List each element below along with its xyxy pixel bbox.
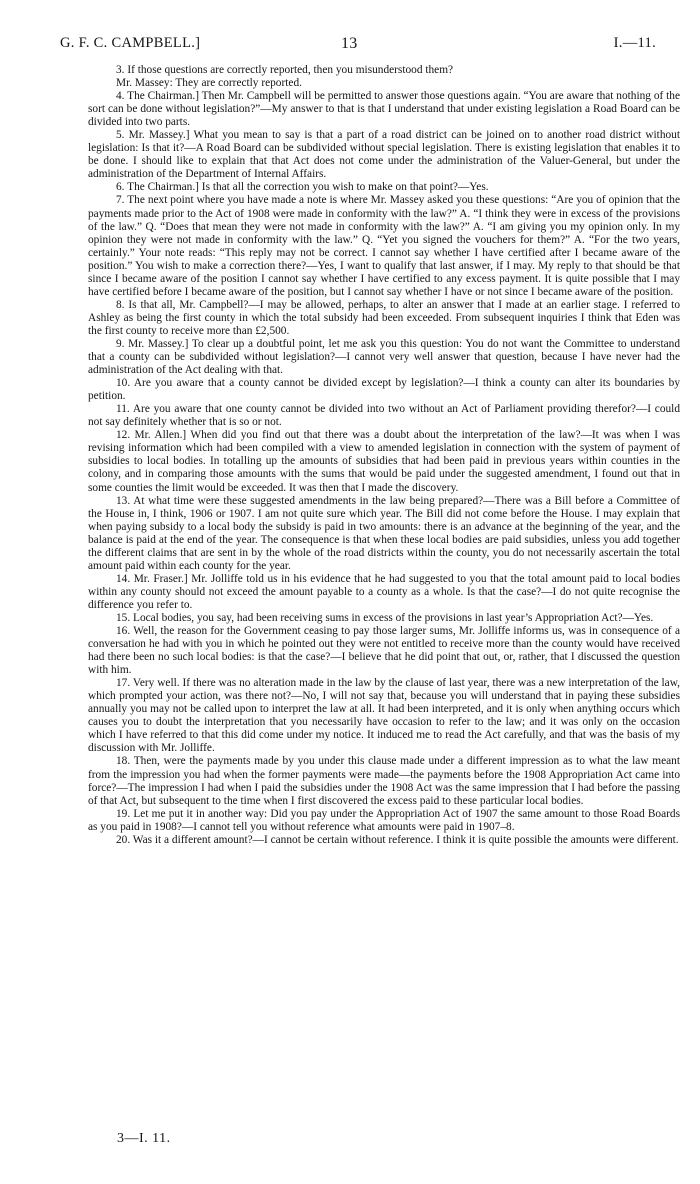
paragraph-q6: 6. The Chairman.] Is that all the correction you wish to make on that point?—Yes.: [116, 181, 489, 194]
paragraph-q20: 20. Was it a different amount?—I cannot be certain without reference. I think it is quite possible the amounts were different.: [116, 833, 679, 846]
paragraph-q18: 18. Then, were the payments made by you under this clause made under a different impression as to what the law meant from the impression you had when the former payments were made—the payments before the 1908 Appropriation Act came into force?—The impression I had when I paid the subsidies under the 1908 Act was the same impression that I had before the passing of that Act, but subsequent to the time when I first discovered the excess paid to these particular local bodies.: [88, 755, 680, 807]
paragraph-q19: 19. Let me put it in another way: Did you pay under the Appropriation Act of 1907 the same amount to those Road Boards as you paid in 1908?—I cannot tell you without reference what amounts were paid in 1907–8.: [88, 807, 680, 833]
paragraph-q3: 3. If those questions are correctly reported, then you misunderstood them?: [116, 64, 454, 76]
paragraph-q7: 7. The next point where you have made a note is where Mr. Massey asked you these questions: “Are you of opinion that the payments made prior to the Act of 1908 were made in conformity with the law?” A. “I think they were in excess of the provisions of the law.” Q. “Does that mean they were not made in conformity with the law?” A. “I am giving you my opinion only. In my opinion they were not made in conformity with the law.” Q. “Yet you signed the vouchers for them?” A. “For the two years, certainly.” Your note reads: “This reply may not be correct. I cannot say whether I have certified after I became aware of the position.” You wish to make a correction there?—Yes, I want to qualify that last answer, if I may. My reply to that should be that since I became aware of the position I cannot say whether I have certified to any excess payment. It is quite possible that I may have certified before I became aware of the position, but I cannot say whether I have or not since I became aware of the position.: [88, 194, 680, 298]
paragraph-q8: 8. Is that all, Mr. Campbell?—I may be allowed, perhaps, to alter an answer that I made at an earlier stage. I referred to Ashley as being the first county in which the total subsidy had been exceeded. From subsequent inquiries I think that Eden was the first county to receive more than £2,500.: [88, 298, 680, 337]
paragraph-q12: 12. Mr. Allen.] When did you find out that there was a doubt about the interpretation of the law?—It was when I was revising information which had been compiled with a view to amended legislation in connection with the system of payment of subsidies to local bodies. In totalling up the amounts of subsidies that had been paid in previous years within counties in the colony, and in comparing those amounts with the sums that would be paid under the suggested amendment, I found out that in some counties the limit would be exceeded. It was then that I made the discovery.: [88, 429, 680, 494]
paragraph-q4: 4. The Chairman.] Then Mr. Campbell will be permitted to answer those questions again. “You are aware that nothing of the sort can be done without legislation?”—My answer to that is that I understand that under existing legislation a Road Board can be divided into two parts.: [88, 90, 680, 129]
paragraph-q16: 16. Well, the reason for the Government ceasing to pay those larger sums, Mr. Jolliffe informs us, was in consequence of a conversation he had with you in which he pointed out they were not entitled to receive more than the county would have received had there been no such local bodies: is that the case?—I believe that he did point that out, or, rather, that I discussed the question with him.: [88, 625, 680, 677]
header-paper-reference: I.—11.: [613, 35, 656, 51]
paragraph-q13: 13. At what time were these suggested amendments in the law being prepared?—There was a Bill before a Committee of the House in, I think, 1906 or 1907. I am not quite sure which year. The Bill did not come before the House. I may explain that when paying subsidy to a local body the subsidy is paid in two amounts: there is an advance at the beginning of the year, and the balance is paid at the end of the year. The consequence is that when these local bodies are paid subsidies, unless you add together the different claims that are sent in by the whole of the road districts within the county, you do not necessarily ascertain the total amount paid within each county for the year.: [88, 494, 680, 572]
paragraph-q5: 5. Mr. Massey.] What you mean to say is that a part of a road district can be joined on to another road district without legislation: Is that it?—A Road Board can be subdivided without special legislation. There is existing legislation that enables it to be done. I should like to explain that that Act does not come under the administration of the Valuer-General, but under the administration of the Department of Internal Affairs.: [88, 129, 680, 181]
signature-mark: 3—I. 11.: [117, 1131, 171, 1146]
document-body: [88, 64, 680, 847]
paragraph-q14: 14. Mr. Fraser.] Mr. Jolliffe told us in his evidence that he had suggested to you that the total amount paid to local bodies within any county should not exceed the amount payable to a county as a whole. Is that the case?—I do not quite recognise the difference you refer to.: [88, 572, 680, 611]
paragraph-q17: 17. Very well. If there was no alteration made in the law by the clause of last year, there was a new interpretation of the law, which prompted your action, was there not?—No, I will not say that, because you will understand that in paying these subsidies annually you may not be called upon to interpret the law at all. It had been interpreted, and it is only when anything occurs which causes you to doubt the interpretation that you necessarily have occasion to refer to the law; and it was only on the occasion which I have referred to that this did come under my notice. It induced me to read the Act carefully, and that was the basis of my discussion with Mr. Jolliffe.: [88, 677, 680, 755]
page-header: [60, 35, 656, 55]
page-number: 13: [341, 35, 358, 52]
paragraph-q9: 9. Mr. Massey.] To clear up a doubtful point, let me ask you this question: You do not want the Committee to understand that a county can be subdivided without legislation?—I cannot very well answer that question, because I have never had the administration of the Act dealing with that.: [88, 337, 680, 377]
header-witness-name: G. F. C. CAMPBELL.]: [60, 35, 201, 51]
paragraph-q11: 11. Are you aware that one county cannot be divided into two without an Act of Parliament providing therefor?—I could not say definitely whether that is so or not.: [88, 403, 680, 429]
paragraph-q10: 10. Are you aware that a county cannot be divided except by legislation?—I think a county can alter its boundaries by petition.: [88, 377, 680, 403]
paragraph-massey-remark: Mr. Massey: They are correctly reported.: [116, 77, 302, 90]
paragraph-q15: 15. Local bodies, you say, had been receiving sums in excess of the provisions in last year’s Appropriation Act?—Yes.: [116, 611, 654, 624]
